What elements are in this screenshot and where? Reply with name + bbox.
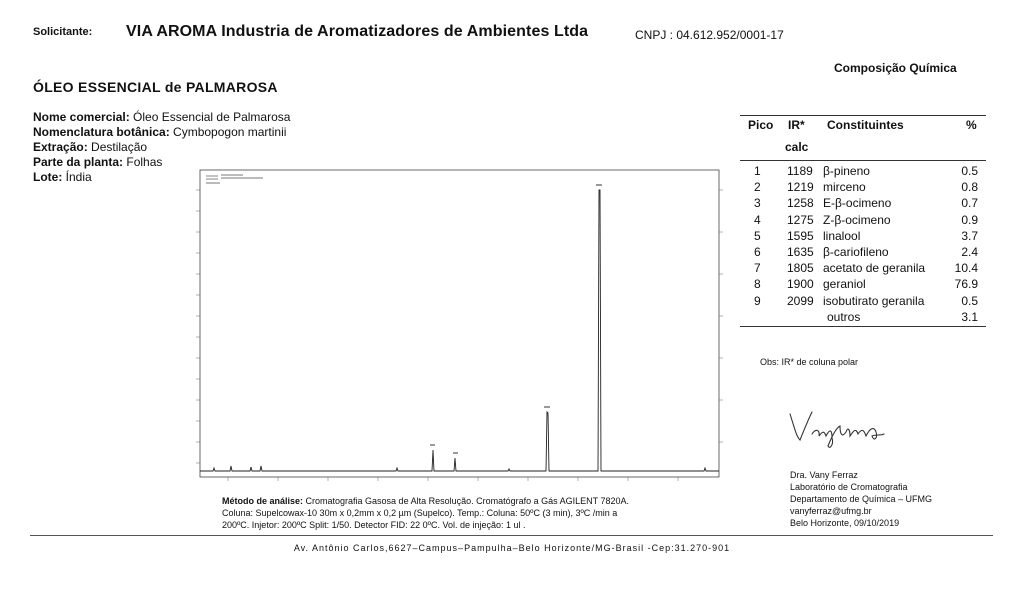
table-cell-constituent: geraniol — [823, 277, 866, 292]
signatory-lab: Laboratório de Cromatografia — [790, 482, 908, 492]
table-cell-ir: 1275 — [787, 212, 814, 227]
info-value: Índia — [62, 170, 92, 184]
table-cell-constituent: β-pineno — [823, 164, 870, 178]
table-cell-percent: 0.7 — [961, 196, 978, 211]
info-lot — [33, 170, 92, 184]
method-line-2: Coluna: Supelcowax-10 30m x 0,2mm x 0,2 µm (Supelco). Temp.: Coluna: 50ºC (3 min), 3ºC /min a — [222, 508, 618, 518]
company-name: VIA AROMA Industria de Aromatizadores de Ambientes Ltda — [126, 23, 589, 40]
table-cell-constituent: mirceno — [823, 180, 866, 195]
table-cell-peak: 2 — [754, 180, 761, 195]
table-cell-ir: 1258 — [787, 196, 814, 211]
table-cell-constituent: E-β-ocimeno — [823, 196, 892, 211]
table-cell-peak: 4 — [754, 212, 761, 227]
info-label: Nome comercial: — [33, 110, 130, 124]
method-label: Método de análise: — [222, 496, 304, 506]
table-cell-constituent: acetato de geranila — [823, 261, 926, 276]
signature-image — [786, 406, 896, 451]
info-label: Parte da planta: — [33, 155, 124, 169]
footer-address: Av. Antônio Carlos,6627–Campus–Pampulha–Belo Horizonte/MG-Brasil -Cep:31.270-901 — [293, 543, 731, 553]
col-header-constituents: Constituintes — [827, 118, 904, 132]
info-value: Destilação — [87, 140, 148, 154]
table-cell-constituent: isobutirato geranila — [823, 293, 925, 308]
col-header-percent: % — [966, 118, 977, 132]
table-cell-percent: 0.5 — [961, 164, 978, 178]
composition-title: Composição Química — [834, 61, 957, 75]
table-cell-constituent: Z-β-ocimeno — [823, 212, 891, 227]
signatory-place-date: Belo Horizonte, 09/10/2019 — [790, 518, 900, 528]
table-cell-peak: 8 — [754, 277, 761, 292]
table-cell-peak: 3 — [754, 196, 761, 211]
method-text-1: Cromatografia Gasosa de Alta Resolução. Cromatógrafo a Gás AGILENT 7820A. — [303, 496, 630, 506]
table-cell-others-percent: 3.1 — [961, 309, 978, 324]
chromatogram-figure — [168, 168, 728, 490]
table-cell-percent: 0.5 — [961, 293, 978, 308]
table-cell-ir: 2099 — [787, 293, 814, 308]
table-bottom-rule — [740, 326, 986, 327]
table-cell-percent: 2.4 — [961, 245, 978, 259]
table-cell-peak: 6 — [754, 245, 761, 259]
col-header-ir-sub: calc — [785, 140, 809, 154]
signatory-name: Dra. Vany Ferraz — [790, 470, 858, 480]
table-cell-constituent: β-cariofileno — [823, 245, 889, 259]
signatory-email: vanyferraz@ufmg.br — [790, 506, 872, 516]
method-line-3: 200ºC. Injetor: 200ºC Split: 1/50. Detector FID: 22 0ºC. Vol. de injeção: 1 ul . — [222, 520, 526, 530]
info-label: Extração: — [33, 140, 88, 154]
table-cell-percent: 3.7 — [961, 228, 978, 243]
method-line-1 — [222, 496, 629, 506]
cnpj: CNPJ : 04.612.952/0001-17 — [635, 28, 784, 42]
col-header-peak: Pico — [748, 118, 774, 132]
col-header-ir: IR* — [788, 118, 805, 132]
obs-note: Obs: IR* de coluna polar — [760, 357, 859, 367]
table-cell-ir: 1595 — [787, 228, 814, 243]
table-cell-ir: 1805 — [787, 261, 814, 276]
table-cell-peak: 9 — [754, 293, 761, 308]
footer-rule — [30, 535, 993, 536]
info-label: Lote: — [33, 170, 63, 184]
table-cell-others-name: outros — [827, 309, 861, 324]
info-botanical-name — [33, 125, 286, 139]
table-cell-percent: 10.4 — [954, 261, 978, 276]
info-value: Óleo Essencial de Palmarosa — [129, 110, 291, 124]
info-commercial-name — [33, 110, 290, 124]
info-plant-part — [33, 155, 162, 169]
product-title: ÓLEO ESSENCIAL de PALMAROSA — [33, 79, 278, 95]
table-cell-peak: 1 — [754, 164, 761, 178]
info-value: Folhas — [123, 155, 163, 169]
table-top-rule — [740, 115, 986, 116]
table-cell-peak: 5 — [754, 228, 761, 243]
table-cell-percent: 0.8 — [961, 180, 978, 195]
table-cell-percent: 76.9 — [954, 277, 978, 292]
table-cell-ir: 1189 — [787, 164, 813, 178]
table-header-rule — [740, 160, 986, 161]
info-label: Nomenclatura botânica: — [33, 125, 170, 139]
info-extraction — [33, 140, 147, 154]
table-cell-peak: 7 — [754, 261, 761, 276]
table-cell-ir: 1219 — [787, 180, 814, 195]
info-value: Cymbopogon martinii — [169, 125, 287, 139]
table-cell-constituent: linalool — [823, 228, 861, 243]
requester-label: Solicitante: — [33, 26, 93, 38]
table-cell-ir: 1635 — [787, 245, 814, 259]
table-cell-ir: 1900 — [787, 277, 814, 292]
table-cell-percent: 0.9 — [961, 212, 978, 227]
signatory-dept: Departamento de Química – UFMG — [790, 494, 933, 504]
